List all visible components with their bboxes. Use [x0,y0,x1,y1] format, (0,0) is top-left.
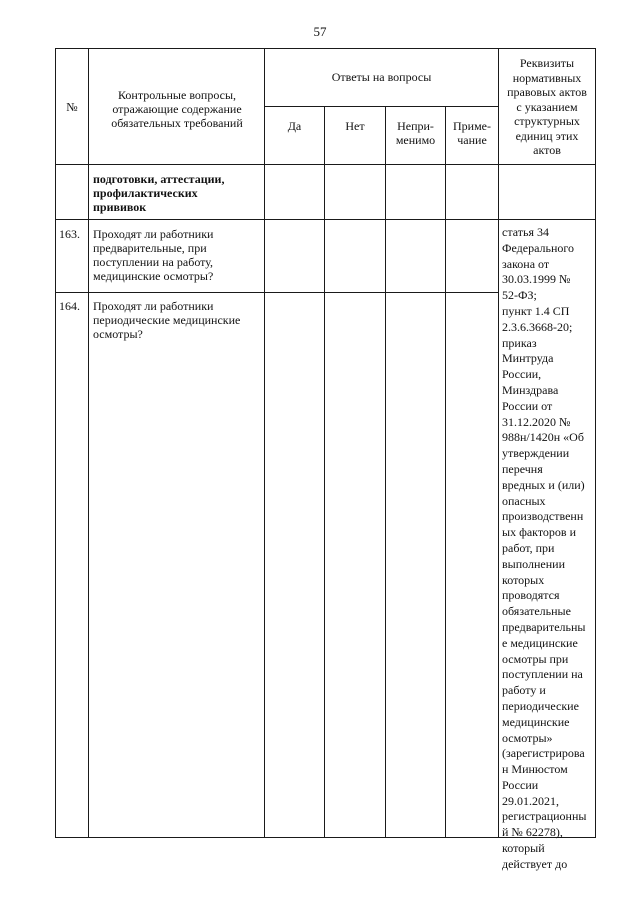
requisites-line: ых факторов и [502,525,577,540]
requisites-line: перечня [502,461,543,476]
requisites-line: 31.12.2020 № [502,414,571,429]
requisites-line: статья 34 [502,225,549,239]
requisites-line: 52-ФЗ; [502,288,537,303]
requisites-line: вредных и (или) [502,477,585,492]
requisites-line: выполнении [502,556,565,571]
requisites-line: осмотры» [502,730,553,745]
requisites-line: России от [502,398,553,413]
legal-requisites-text [502,225,594,873]
requisites-line: н Минюстом [502,762,568,777]
requisites-line: регистрационны [502,809,587,824]
requisites-line: предварительны [502,619,586,634]
requisites-line: России [502,777,539,792]
requisites-line: 2.3.6.3668-20; [502,319,573,334]
header-answers: Ответы на вопросы [331,70,432,84]
requisites-line: России, [502,367,542,382]
requisites-line: медицинские [502,714,570,729]
header-not-applicable: Непри- менимо [395,119,436,147]
header-yes: Да [287,119,302,133]
requisites-line: который [502,841,545,856]
row-number: 164. [59,299,80,313]
header-no: Нет [345,119,365,133]
requisites-line: закона от [502,256,550,271]
requisites-line: обязательные [502,604,571,619]
section-title: подготовки, аттестации, профилактических прививок [93,172,225,214]
header-requisites: Реквизиты нормативных правовых актов с указанием структурных единиц этих актов [507,56,587,157]
requisites-line: действует до [502,856,568,871]
requisites-line: осмотры при [502,651,569,666]
requisites-line: работ, при [502,540,555,555]
header-note: Приме- чание [452,119,491,147]
header-questions: Контрольные вопросы, отражающие содержание обязательных требований [111,88,243,130]
row-number: 163. [59,227,80,241]
requisites-line: которых [502,572,545,587]
question-text: Проходят ли работники предварительные, при поступлении на работу, медицинские осмотры? [93,227,214,283]
requisites-line: 30.03.1999 № [502,272,571,287]
requisites-line: 29.01.2021, [502,793,559,808]
requisites-line: Минздрава [502,382,559,397]
requisites-line: пункт 1.4 СП [502,303,570,318]
requisites-line: периодические [502,698,579,713]
question-text: Проходят ли работники периодические медицинские осмотры? [93,299,241,341]
page-number: 57 [313,24,327,39]
requisites-line: (зарегистрирова [502,746,585,761]
requisites-line: Федерального [502,240,575,255]
requisites-line: й № 62278), [502,825,563,840]
requisites-line: опасных [502,493,546,508]
requisites-line: проводятся [502,588,560,603]
header-num: № [66,100,78,114]
requisites-line: е медицинские [502,635,578,650]
requisites-line: поступлении на [502,667,583,682]
requisites-line: производственн [502,509,584,524]
requisites-line: утверждении [502,446,570,461]
requisites-line: приказ [502,335,537,350]
requisites-line: работу и [502,683,546,698]
requisites-line: 988н/1420н «Об [502,430,584,445]
requisites-line: Минтруда [502,351,554,366]
